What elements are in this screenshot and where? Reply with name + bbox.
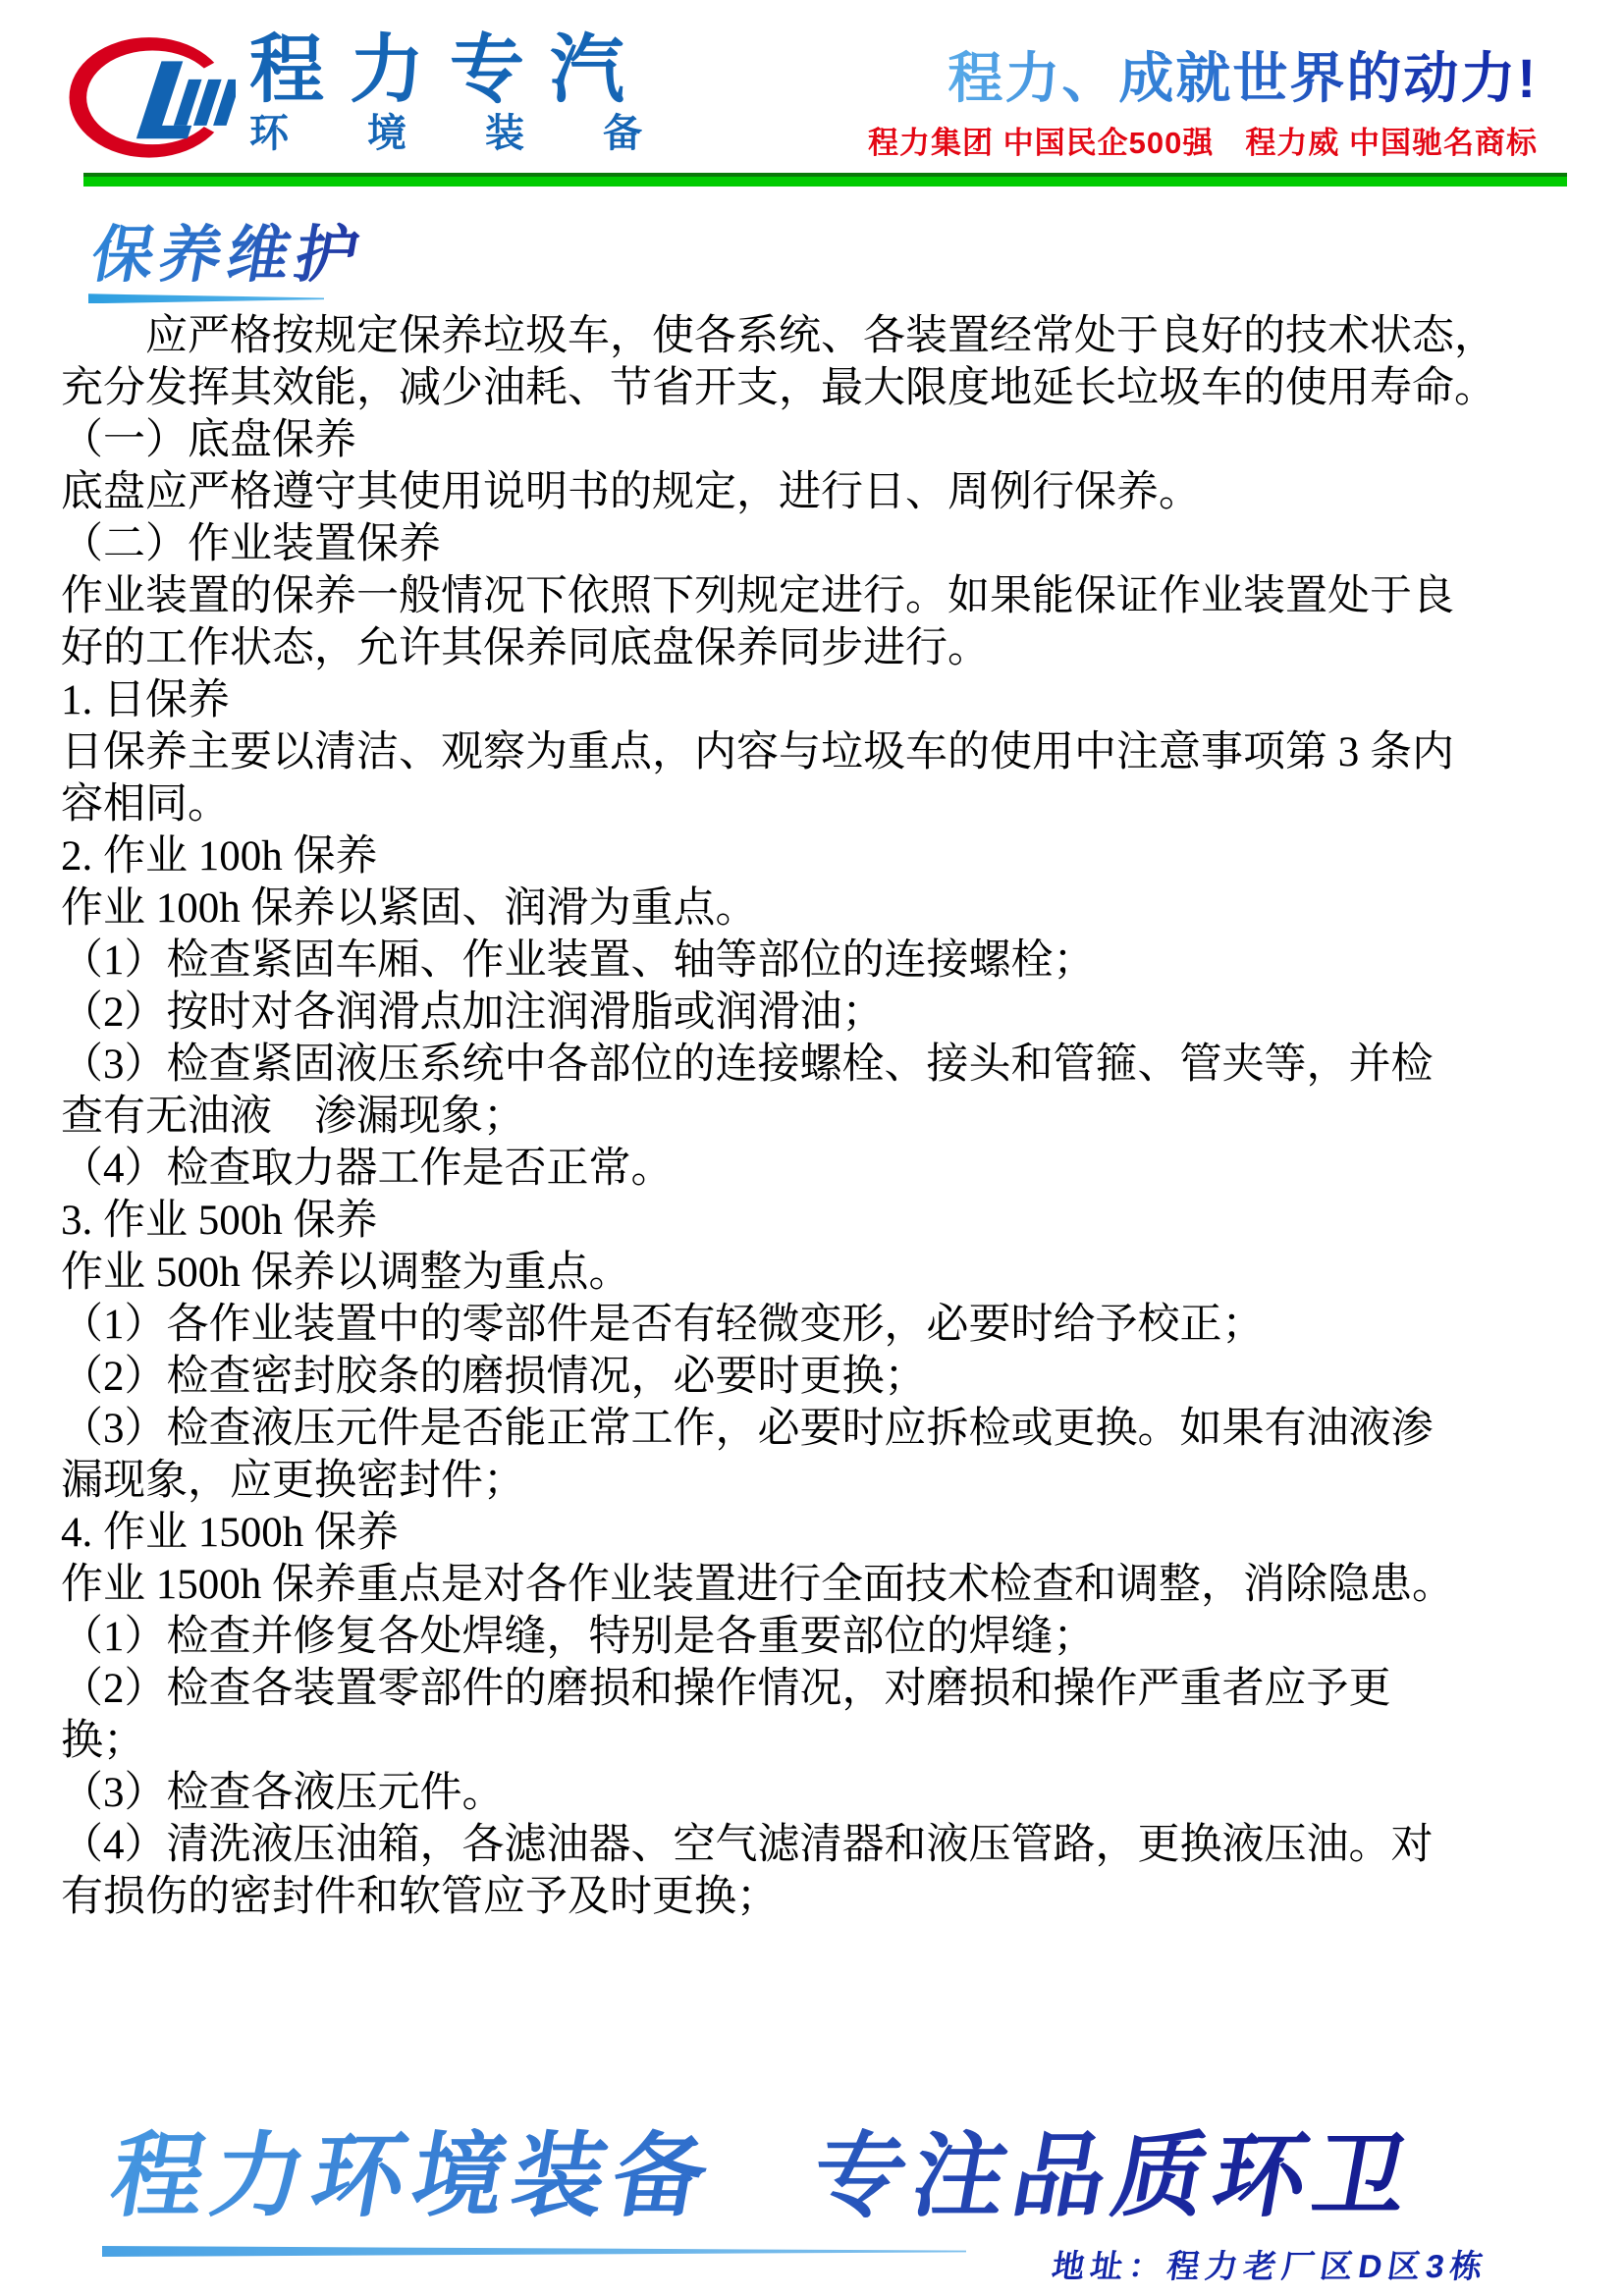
body-text-line: （2）检查密封胶条的磨损情况，必要时更换； <box>61 1354 927 1400</box>
body-text-line: （1）检查并修复各处焊缝，特别是各重要部位的焊缝； <box>61 1614 1096 1660</box>
logo-text <box>249 26 721 153</box>
body-text-line: 日保养主要以清洁、观察为重点，内容与垃圾车的使用中注意事项第 3 条内 <box>61 729 1454 775</box>
body-text-line: （2）检查各装置零部件的磨损和操作情况，对磨损和操作严重者应予更 <box>61 1666 1391 1712</box>
logo-title: 程力专汽 <box>249 28 650 112</box>
body-text-line: 4. 作业 1500h 保养 <box>61 1510 399 1556</box>
doc-title-block <box>85 221 370 303</box>
body-text-line: （1）各作业装置中的零部件是否有轻微变形，必要时给予校正； <box>61 1302 1265 1348</box>
body-text-line: （1）检查紧固车厢、作业装置、轴等部位的连接螺栓； <box>61 937 1096 984</box>
body-text-line: 好的工作状态，允许其保养同底盘保养同步进行。 <box>61 625 990 671</box>
body-text-line: 有损伤的密封件和软管应予及时更换； <box>61 1874 779 1920</box>
footer-underline-swoosh <box>102 2246 966 2257</box>
body-text-line: 底盘应严格遵守其使用说明书的规定，进行日、周例行保养。 <box>61 469 1201 515</box>
body-text-line: 查有无油液 渗漏现象； <box>61 1094 525 1140</box>
body-text-line: 1. 日保养 <box>61 677 230 723</box>
header-subline: 程力集团 中国民企500强 程力威 中国驰名商标 <box>868 126 1538 161</box>
company-logo <box>67 26 721 173</box>
body-text-line: （3）检查液压元件是否能正常工作，必要时应拆检或更换。如果有油液渗 <box>61 1406 1434 1452</box>
body-text-line: （4）检查取力器工作是否正常。 <box>61 1146 674 1192</box>
body-text-line: （一）底盘保养 <box>61 417 356 463</box>
body-text-line: 作业 100h 保养以紧固、润滑为重点。 <box>61 885 758 932</box>
title-underline-swoosh <box>88 294 324 303</box>
chengli-logo-icon <box>67 26 236 173</box>
body-text-line: （3）检查各液压元件。 <box>61 1770 505 1816</box>
body-text-line: 作业装置的保养一般情况下依照下列规定进行。如果能保证作业装置处于良 <box>61 573 1454 619</box>
header-headline: 程力、成就世界的动力! <box>947 47 1538 109</box>
body-text-line: （二）作业装置保养 <box>61 521 441 567</box>
body-text-line: 应严格按规定保养垃圾车，使各系统、各装置经常处于良好的技术状态， <box>61 313 1496 359</box>
body-text-line: 容相同。 <box>61 781 230 828</box>
footer-address: 地址：程力老厂区D区3栋 <box>1050 2248 1491 2284</box>
logo-subtitle: 环境装备 <box>249 112 721 155</box>
page-title: 保养维护 <box>85 221 370 290</box>
body-text-line: 换； <box>61 1718 145 1764</box>
body-text-line: （3）检查紧固液压系统中各部位的连接螺栓、接头和管箍、管夹等，并检 <box>61 1041 1434 1088</box>
body-text-line: （4）清洗液压油箱，各滤油器、空气滤清器和液压管路，更换液压油。对 <box>61 1822 1434 1868</box>
body-text <box>61 310 1510 1923</box>
header-slogan <box>868 47 1538 162</box>
header-divider-bar <box>83 173 1567 187</box>
body-text-line: 作业 500h 保养以调整为重点。 <box>61 1250 631 1296</box>
body-text-line: 充分发挥其效能，减少油耗、节省开支，最大限度地延长垃圾车的使用寿命。 <box>61 365 1496 411</box>
body-text-line: 作业 1500h 保养重点是对各作业装置进行全面技术检查和调整，消除隐患。 <box>61 1562 1454 1608</box>
footer-slogan: 程力环境装备 专注品质环卫 <box>103 2124 1425 2227</box>
body-text-line: 漏现象，应更换密封件； <box>61 1458 525 1504</box>
body-text-line: （2）按时对各润滑点加注润滑脂或润滑油； <box>61 989 885 1036</box>
body-text-line: 3. 作业 500h 保养 <box>61 1198 378 1244</box>
body-text-line: 2. 作业 100h 保养 <box>61 833 378 880</box>
